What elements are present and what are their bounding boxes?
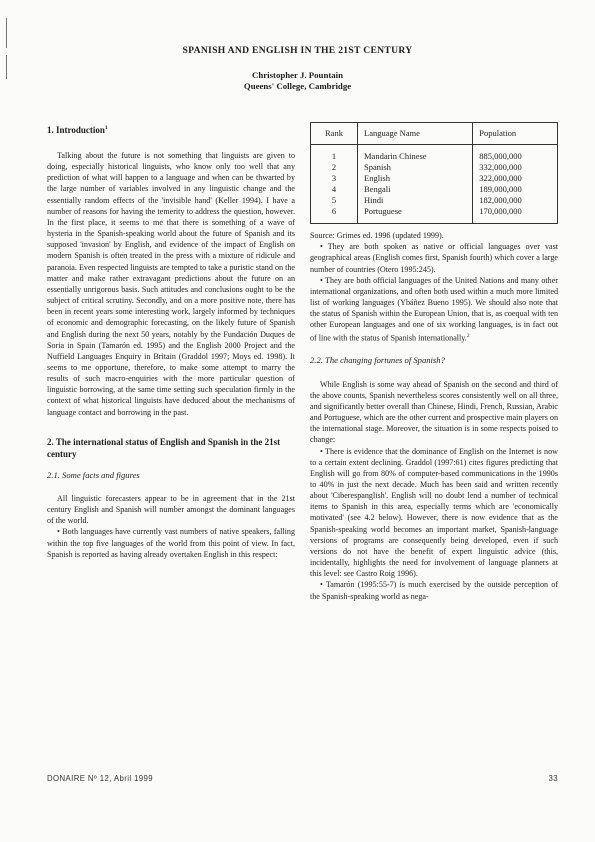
table-header-row: [311, 123, 558, 145]
binder-mark: [6, 18, 7, 48]
section-2-paragraph: All linguistic forecasters appear to be in agreement that in the 21st century English and Spanish will number amongst the dominant languages of the world.: [47, 493, 295, 526]
table-cell-language: Spanish: [358, 162, 473, 173]
table-cell-population: 885,000,000: [473, 145, 558, 163]
page-number: 33: [548, 774, 558, 783]
table-cell-language: Bengali: [358, 184, 473, 195]
footnote-ref-1[interactable]: 1: [104, 125, 108, 131]
table-cell-language: Portuguese: [358, 206, 473, 224]
journal-name: DONAIRE Nº 12, Abril 1999: [47, 774, 154, 783]
bullet-paragraph: • There is evidence that the dominance of English on the Internet is now to a certain extent declining. Graddol (1997:61) cites figures predicting that English will go from 80% of computer-based communications in the 1990s to 40% in just the next decade. Much has been said and written recently about 'Ciberespanglish'. English will no doubt lend a number of technical items to Spanish in this area, especially terms which are 'economically motivated' (see 4.2 below). However, there is now evidence that as the Spanish-speaking world becomes an important market, Spanish-language versions of programs are consequently being developed, even if such versions do not have the benefit of expert linguistic advice (this, incidentally, highlights the need for involvement of language planners at this level: see Castro Roig 1996).: [310, 446, 558, 579]
section-1-heading: 1. Introduction$^1$: [47, 125, 108, 135]
table-cell-rank: 4: [311, 184, 358, 195]
author-affiliation: Queens' College, Cambridge: [243, 81, 352, 91]
table-cell-rank: 5: [311, 195, 358, 206]
table-row: [311, 162, 558, 173]
body-paragraph: While English is some way ahead of Spanish on the second and third of the above counts, Spanish nevertheless scores consistently well on all three, and significantly better overall than Chinese, Hindi, French, Russian, Arabic and Portuguese, which are the other current and prospective main players on the international stage. Moreover, the situation is in some respects poised to change:: [310, 379, 558, 445]
table-cell-language: Mandarin Chinese: [358, 145, 473, 163]
table-row: [311, 173, 558, 184]
table-row: [311, 184, 558, 195]
table-row: [311, 206, 558, 224]
article-title: SPANISH AND ENGLISH IN THE 21ST CENTURY: [182, 45, 413, 56]
table-row: [311, 145, 558, 163]
table-cell-population: 170,000,000: [473, 206, 558, 224]
author-name: Christopher J. Pountain: [252, 70, 343, 80]
table-header-language: Language Name: [358, 123, 473, 145]
table-cell-population: 182,000,000: [473, 195, 558, 206]
page-footer: [47, 774, 558, 783]
bullet-paragraph: • They are both spoken as native or official languages over vast geographical areas (English comes first, Spanish fourth) which cover a large number of countries (Otero 1995:245).: [310, 242, 558, 274]
table-header-rank: Rank: [311, 123, 358, 145]
footnote-ref-2[interactable]: 2: [466, 332, 470, 339]
table-source: Source: Grimes ed. 1996 (updated 1999).: [310, 231, 444, 241]
table-cell-population: 189,000,000: [473, 184, 558, 195]
bullet-paragraph: • Tamarón (1995:55-7) is much exercised by the outside perception of the Spanish-speaking world as nega-: [310, 580, 558, 601]
table-cell-language: Hindi: [358, 195, 473, 206]
spacer: [310, 343, 558, 355]
table-cell-rank: 1: [311, 145, 358, 163]
intro-paragraph: Talking about the future is not something that linguists are given to doing, especially historical linguists, who know only too well that any prediction of what will happen to a language and when can be thwarted by the large number of variables involved in any linguistic change and the essentially random effects of the 'invisible hand' (Keller 1994). I have a number of reasons for having the temerity to address the question, however. In the first place, it seems to me that there is something of a wave of hysteria in the Spanish-speaking world about the future of Spanish and its supposed 'invasion' by English, and evidence of the impact of English on modern Spanish is often treated in the press with a mixture of ridicule and paranoia. Even respected linguists are tempted to take a puristic stand on the matter and make rather extravagant predictions about the future on an essentially unrigorous basis. Such attitudes and conclusions ought to be the subject of critical scrutiny. Secondly, and on a more positive note, there has been in recent years some interesting work, largely informed by techniques of economic and demographic forecasting, on the likely future of Spanish and English during the next 50 years, notably by the Fundación Duques de Soria in Spain (Tamarón ed. 1995) and the English 2000 Project and the Nuffield Languages Enquiry in Britain (Graddol 1997; Moys ed. 1998). It seems to me opportune, therefore, to make some attempt to marry the results of such macro-enquiries with the more particular question of linguistic borrowing, at the same time setting such speculation firmly in the context of what historical linguists have deduced about the mechanisms of language contact and borrowing in the past.: [47, 151, 295, 417]
subsection-2-2-heading: 2.2. The changing fortunes of Spanish?: [310, 355, 445, 366]
table-header-population: Population: [473, 123, 558, 145]
table-cell-rank: 6: [311, 206, 358, 224]
author-block: [0, 70, 595, 92]
table-cell-population: 322,000,000: [473, 173, 558, 184]
table-cell-population: 332,000,000: [473, 162, 558, 173]
section-2-bullet: • Both languages have currently vast numbers of native speakers, falling within the top five languages of the world from this point of view. In fact, Spanish is reported as having already overtaken English in this respect:: [47, 527, 295, 559]
speakers-table: [310, 122, 558, 224]
right-column: [310, 122, 558, 602]
left-column: [47, 122, 295, 560]
table-cell-language: English: [358, 173, 473, 184]
section-2-heading: 2. The international status of English and Spanish in the 21st century: [47, 436, 281, 459]
subsection-2-1-heading: 2.1. Some facts and figures: [47, 469, 140, 480]
bullet-paragraph: • They are both official languages of the United Nations and many other international organizations, and often both used within a much more limited list of working languages (Ybáñez Bueno 1995). We should also note that the status of Spanish within the European Union, that is, as coequal with ten other European languages and one of six working languages, is in fact out of line with the status of Spanish internationally.$^2$: [310, 275, 558, 343]
table-cell-rank: 3: [311, 173, 358, 184]
table-cell-rank: 2: [311, 162, 358, 173]
table-row: [311, 195, 558, 206]
